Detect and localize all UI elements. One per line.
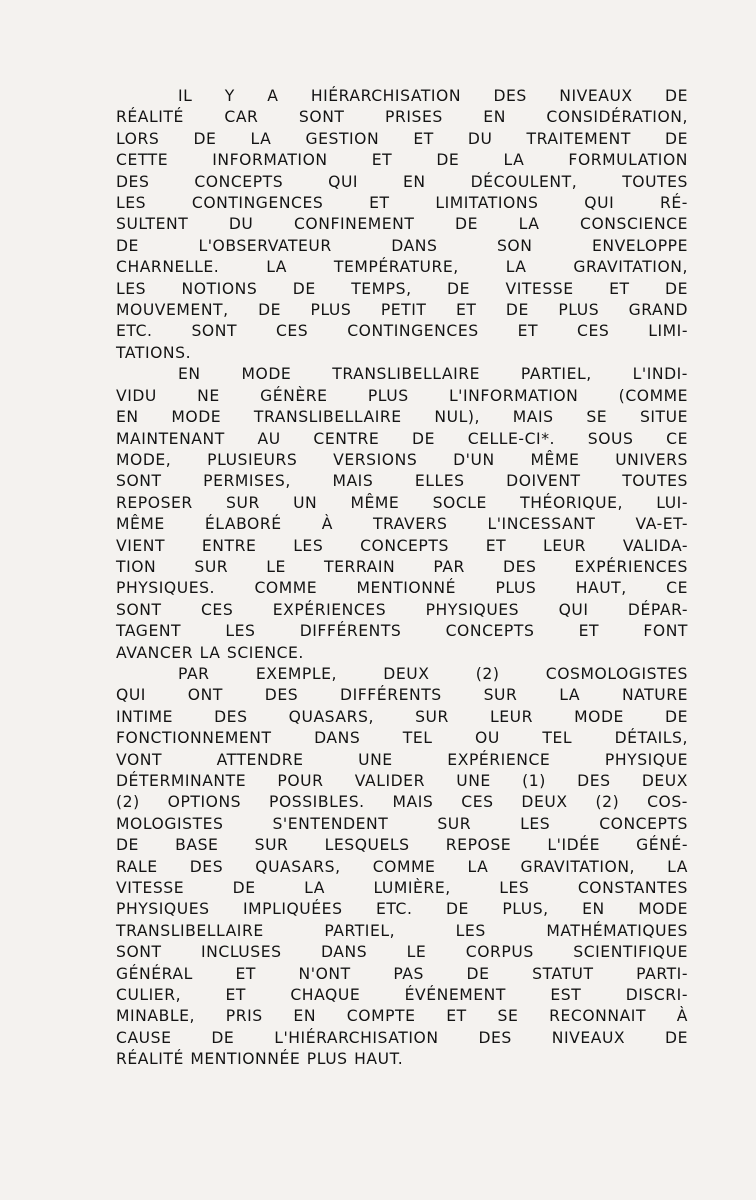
text-line: VITESSE DE LA LUMIÈRE, LES CONSTANTES — [116, 879, 688, 898]
text-line: MOUVEMENT, DE PLUS PETIT ET DE PLUS GRAND — [116, 301, 688, 320]
text-line: PHYSIQUES. COMME MENTIONNÉ PLUS HAUT, CE — [116, 579, 688, 598]
text-line: MODE, PLUSIEURS VERSIONS D'UN MÊME UNIVERS — [116, 450, 688, 469]
text-line: IL Y A HIÉRARCHISATION DES NIVEAUX DE — [178, 87, 688, 105]
text-line: VIENT ENTRE LES CONCEPTS ET LEUR VALIDA- — [116, 536, 688, 555]
paragraph-1 — [116, 86, 688, 364]
text-line: TRANSLIBELLAIRE PARTIEL, LES MATHÉMATIQUES — [116, 921, 688, 940]
text-line: DES CONCEPTS QUI EN DÉCOULENT, TOUTES — [116, 172, 688, 191]
text-line: MOLOGISTES S'ENTENDENT SUR LES CONCEPTS — [116, 814, 688, 833]
text-line: LES NOTIONS DE TEMPS, DE VITESSE ET DE — [116, 279, 688, 298]
text-line: GÉNÉRAL ET N'ONT PAS DE STATUT PARTI- — [116, 964, 688, 983]
text-line: SONT INCLUSES DANS LE CORPUS SCIENTIFIQUE — [116, 943, 688, 962]
paragraph-3 — [116, 664, 688, 1071]
text-line: CAUSE DE L'HIÉRARCHISATION DES NIVEAUX DE — [116, 1028, 688, 1047]
text-line: AVANCER LA SCIENCE. — [116, 643, 304, 662]
text-line: LES CONTINGENCES ET LIMITATIONS QUI RÉ- — [116, 194, 688, 213]
text-line: EN MODE TRANSLIBELLAIRE PARTIEL, L'INDI- — [178, 365, 688, 384]
text-line: MAINTENANT AU CENTRE DE CELLE-CI*. SOUS CE — [116, 429, 688, 448]
text-line: PHYSIQUES IMPLIQUÉES ETC. DE PLUS, EN MODE — [116, 900, 688, 919]
text-line: TION SUR LE TERRAIN PAR DES EXPÉRIENCES — [116, 557, 688, 576]
text-line: (2) OPTIONS POSSIBLES. MAIS CES DEUX (2) COS- — [116, 793, 688, 812]
text-line: MÊME ÉLABORÉ À TRAVERS L'INCESSANT VA-ET- — [116, 515, 688, 534]
paragraph-2 — [116, 364, 688, 664]
text-line: INTIME DES QUASARS, SUR LEUR MODE DE — [116, 707, 688, 726]
text-line: RÉALITÉ MENTIONNÉE PLUS HAUT. — [116, 1050, 404, 1069]
text-line: DE L'OBSERVATEUR DANS SON ENVELOPPE — [116, 236, 688, 255]
text-line: VIDU NE GÉNÈRE PLUS L'INFORMATION (COMME — [116, 386, 688, 405]
text-line: RALE DES QUASARS, COMME LA GRAVITATION, LA — [116, 857, 688, 876]
text-line: CETTE INFORMATION ET DE LA FORMULATION — [116, 151, 688, 170]
text-line: SONT PERMISES, MAIS ELLES DOIVENT TOUTES — [116, 472, 688, 491]
text-line: FONCTIONNEMENT DANS TEL OU TEL DÉTAILS, — [116, 729, 688, 748]
text-line: VONT ATTENDRE UNE EXPÉRIENCE PHYSIQUE — [116, 750, 688, 769]
text-line: MINABLE, PRIS EN COMPTE ET SE RECONNAIT À — [116, 1007, 688, 1026]
text-line: PAR EXEMPLE, DEUX (2) COSMOLOGISTES — [178, 664, 688, 683]
text-line: RÉALITÉ CAR SONT PRISES EN CONSIDÉRATION, — [116, 108, 688, 127]
text-line: REPOSER SUR UN MÊME SOCLE THÉORIQUE, LUI- — [116, 493, 688, 512]
text-line: LORS DE LA GESTION ET DU TRAITEMENT DE — [116, 129, 688, 148]
text-line: QUI ONT DES DIFFÉRENTS SUR LA NATURE — [116, 686, 688, 705]
text-line: CULIER, ET CHAQUE ÉVÉNEMENT EST DISCRI- — [116, 986, 688, 1005]
text-line: TATIONS. — [116, 343, 192, 362]
text-line: DÉTERMINANTE POUR VALIDER UNE (1) DES DEUX — [116, 772, 688, 790]
text-line: SULTENT DU CONFINEMENT DE LA CONSCIENCE — [116, 215, 688, 234]
text-line: DE BASE SUR LESQUELS REPOSE L'IDÉE GÉNÉ- — [116, 836, 688, 855]
text-line: CHARNELLE. LA TEMPÉRATURE, LA GRAVITATION, — [116, 258, 688, 277]
text-line: EN MODE TRANSLIBELLAIRE NUL), MAIS SE SITUE — [116, 408, 688, 427]
body-text — [116, 86, 688, 1071]
text-line: SONT CES EXPÉRIENCES PHYSIQUES QUI DÉPAR- — [116, 600, 688, 619]
text-line: ETC. SONT CES CONTINGENCES ET CES LIMI- — [116, 322, 688, 341]
text-line: TAGENT LES DIFFÉRENTS CONCEPTS ET FONT — [116, 622, 688, 641]
